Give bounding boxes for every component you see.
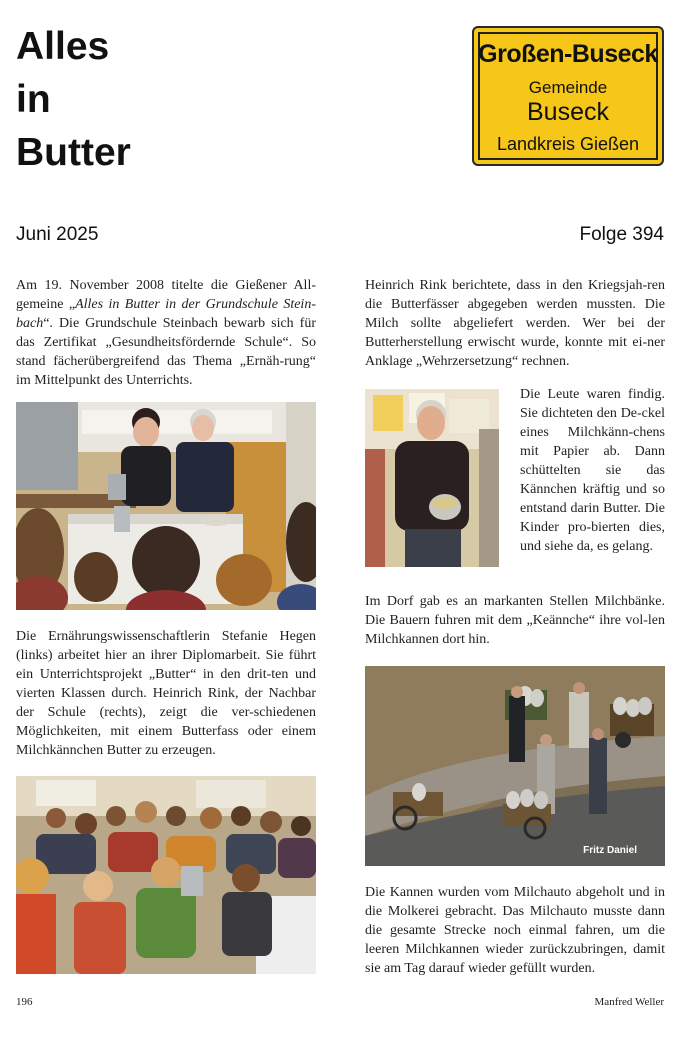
title-line-1: Alles — [16, 25, 110, 68]
sign-district: Landkreis Gießen — [496, 134, 640, 154]
right-paragraph-4: Die Kannen wurden vom Milchauto abgeholt und in die Molkerei gebracht. Das Milchauto musste dann die gesamte Strecke noch einmal fahren, um die leeren Milchkannen wieder zurückzubringen, damit sie am Tag darauf wieder gefüllt wurden. — [365, 885, 665, 976]
left-paragraph-1 — [16, 276, 316, 390]
left-paragraph-1-italic: Alles in Butter in der Grundschule Stein-bach — [16, 297, 316, 331]
photo-milk-bench — [365, 666, 665, 866]
page-number: 196 — [16, 996, 33, 1008]
issue-date: Juni 2025 — [16, 224, 99, 245]
right-paragraph-3: Im Dorf gab es an markanten Stellen Milchbänke. Die Bauern fuhren mit dem „Keännche“ ihre vol-len Milchkannen dort hin. — [365, 594, 665, 647]
title-line-3: Butter — [16, 131, 131, 174]
town-sign — [472, 26, 664, 166]
right-paragraph-2: Die Leute waren findig. Sie dichteten den De-ckel eines Milchkänn-chens mit Papier ab. Dann schüttelten sie das Kännchen kräftig und so entstand darin Butter. Die Kinder pro-bierten dies, und siehe da, es gelang. — [520, 387, 665, 554]
photo-children-classroom — [16, 776, 316, 974]
right-paragraph-1: Heinrich Rink berichtete, dass in den Kriegsjah-ren die Butterfässer abgegeben werden mussten. Die Milch sollte abgeliefert werden. Wer bei der Butterherstellung erwischt wurde, konnte mit ei-ner Anklage „Wehrzersetzung“ rechnen. — [365, 278, 665, 369]
left-paragraph-1-a: Am 19. November 2008 titelte die Gießener All-gemeine „ — [16, 278, 316, 312]
photo-heinrich-rink — [365, 389, 499, 567]
sign-municipality: Buseck — [527, 98, 609, 126]
sign-gemeinde-label: Gemeinde — [528, 78, 608, 97]
left-paragraph-2: Die Ernährungswissenschaftlerin Stefanie Hegen (links) arbeitet hier an ihrer Diplomarbeit. Sie führt ein Unterrichtsprojekt „Butter“ in den drit-ten und vierten Klassen durch. Heinrich Rink, der Nachbar der Schule (rechts), zeigt die ver-schiedenen Möglichkeiten, mit einem Butterfass oder einem Milchkännchen Butter zu erzeugen. — [16, 629, 316, 758]
issue-number: Folge 394 — [579, 224, 664, 245]
photo-classroom-demonstration — [16, 402, 316, 610]
author-name: Manfred Weller — [594, 996, 664, 1008]
sign-town-name: Großen-Buseck — [478, 40, 658, 68]
photo-credit: Fritz Daniel — [583, 845, 637, 856]
title-line-2: in — [16, 78, 51, 121]
left-paragraph-1-b: “. Die Grundschule Steinbach bewarb sich für das Zertifikat „Gesundheitsfördernde Schule“. So stand fächerübergreifend das Thema „Ernäh-rung“ im Mittelpunkt des Unterrichts. — [16, 316, 316, 388]
page-title — [16, 20, 131, 179]
